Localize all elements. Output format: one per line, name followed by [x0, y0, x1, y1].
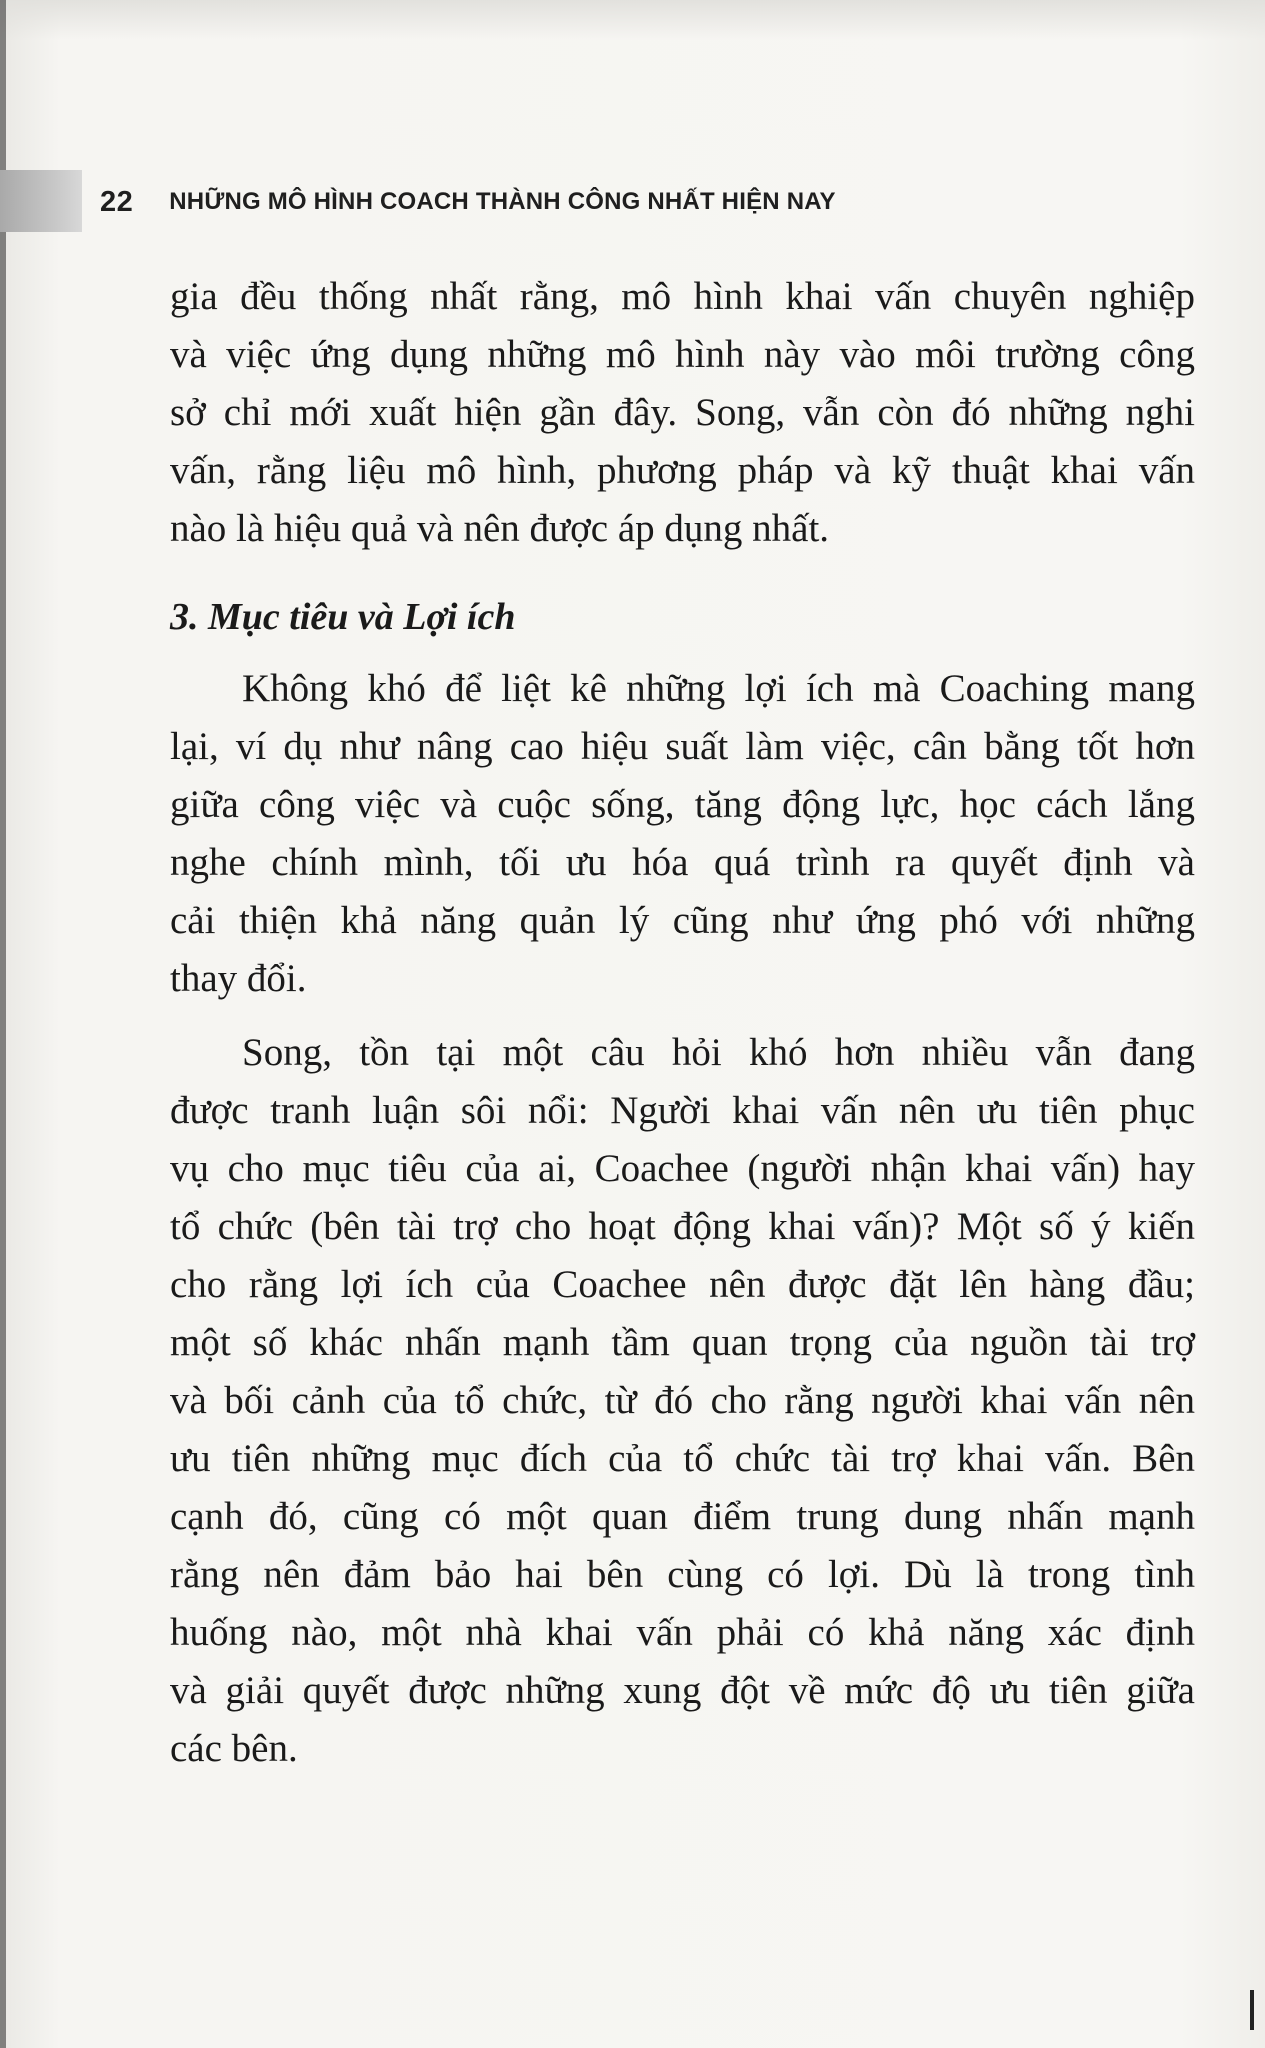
text-line: các bên. [170, 1727, 298, 1770]
text-line: rằng nên đảm bảo hai bên cùng có lợi. Dù là trong tình [170, 1553, 1195, 1596]
header-tab [0, 170, 82, 232]
corner-mark [1250, 1990, 1254, 2030]
paragraph-2 [170, 660, 1195, 1008]
page-number: 22 [100, 185, 134, 218]
text-line: giữa công việc và cuộc sống, tăng động lực, học cách lắng [170, 783, 1195, 826]
text-line: và việc ứng dụng những mô hình này vào môi trường công [170, 333, 1195, 376]
text-line: Song, tồn tại một câu hỏi khó hơn nhiều vẫn đang [242, 1031, 1195, 1074]
top-shadow [0, 0, 1265, 40]
text-line: gia đều thống nhất rằng, mô hình khai vấn chuyên nghiệp [170, 275, 1195, 318]
paragraph-1 [170, 268, 1195, 558]
text-line: và giải quyết được những xung đột về mức độ ưu tiên giữa [170, 1669, 1195, 1712]
text-line: nào là hiệu quả và nên được áp dụng nhất. [170, 507, 830, 550]
text-line: tổ chức (bên tài trợ cho hoạt động khai vấn)? Một số ý kiến [170, 1205, 1195, 1248]
text-line: và bối cảnh của tổ chức, từ đó cho rằng người khai vấn nên [170, 1379, 1195, 1422]
text-line: sở chỉ mới xuất hiện gần đây. Song, vẫn còn đó những nghi [170, 391, 1195, 434]
paragraph-3 [170, 1024, 1195, 1778]
text-line: nghe chính mình, tối ưu hóa quá trình ra quyết định và [170, 841, 1195, 884]
text-line: vấn, rằng liệu mô hình, phương pháp và kỹ thuật khai vấn [170, 449, 1195, 492]
section-heading: 3. Mục tiêu và Lợi ích [170, 596, 516, 638]
text-line: huống nào, một nhà khai vấn phải có khả năng xác định [170, 1611, 1195, 1654]
text-line: thay đổi. [170, 957, 307, 1000]
running-title: NHỮNG MÔ HÌNH COACH THÀNH CÔNG NHẤT HIỆN NAY [169, 188, 836, 215]
page-content [170, 268, 1195, 1778]
text-line: một số khác nhấn mạnh tầm quan trọng của nguồn tài trợ [170, 1321, 1195, 1364]
text-line: cải thiện khả năng quản lý cũng như ứng phó với những [170, 899, 1195, 942]
text-line: vụ cho mục tiêu của ai, Coachee (người nhận khai vấn) hay [170, 1147, 1195, 1190]
text-line: ưu tiên những mục đích của tổ chức tài trợ khai vấn. Bên [170, 1437, 1195, 1480]
running-header [100, 182, 836, 222]
page-edge [0, 0, 6, 2048]
text-line: được tranh luận sôi nổi: Người khai vấn nên ưu tiên phục [170, 1089, 1195, 1132]
text-line: cạnh đó, cũng có một quan điểm trung dung nhấn mạnh [170, 1495, 1195, 1538]
text-line: cho rằng lợi ích của Coachee nên được đặt lên hàng đầu; [170, 1263, 1195, 1306]
text-line: Không khó để liệt kê những lợi ích mà Coaching mang [242, 667, 1195, 710]
text-line: lại, ví dụ như nâng cao hiệu suất làm việc, cân bằng tốt hơn [170, 725, 1195, 768]
